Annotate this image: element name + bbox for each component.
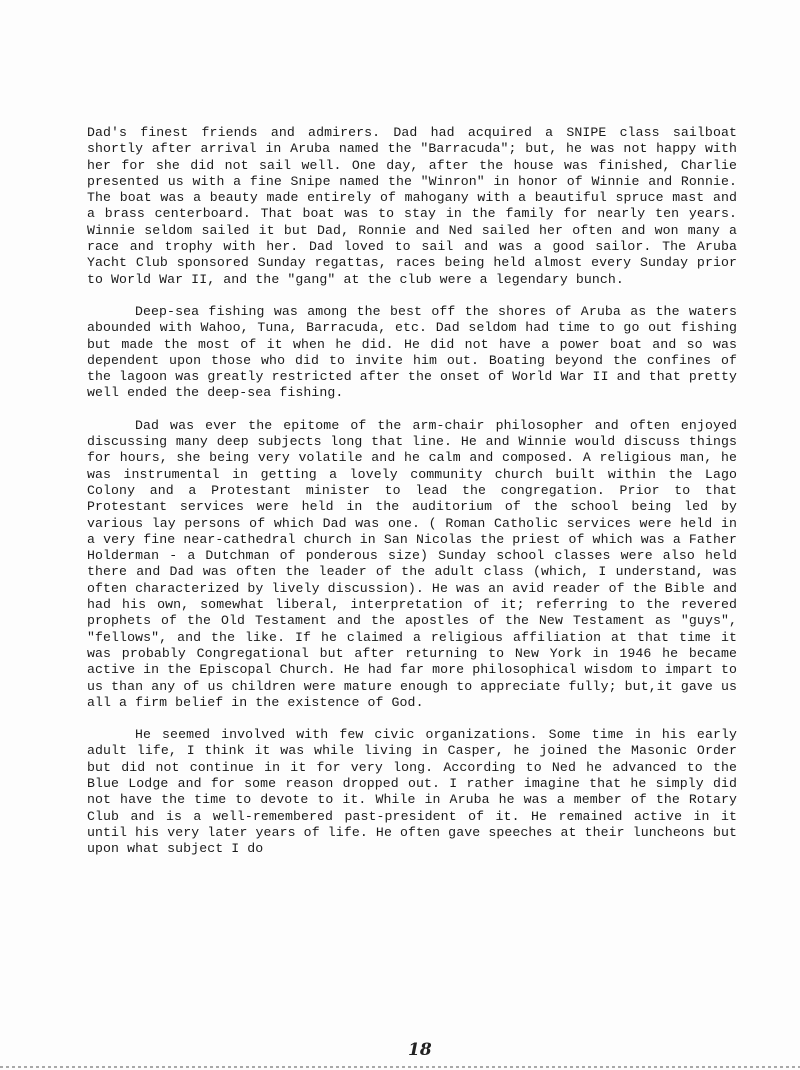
page-bottom-rule (0, 1066, 800, 1068)
paragraph-civic: He seemed involved with few civic organizations. Some time in his early adult life, I think it was while living in Casper, he joined the Masonic Order but did not continue in it for very long. According to Ned he advanced to the Blue Lodge and for some reason dropped out. I rather imagine that he simply did not have the time to devote to it. While in Aruba he was a member of the Rotary Club and is a well-remembered past-president of it. He remained active in it until his very later years of life. He often gave speeches at their luncheons but upon what subject I do (87, 727, 737, 857)
paragraph-fishing: Deep-sea fishing was among the best off the shores of Aruba as the waters abounded with Wahoo, Tuna, Barracuda, etc. Dad seldom had time to go out fishing but made the most of it when he did. He did not have a power boat and so was dependent upon those who did to invite him out. Boating beyond the confines of the lagoon was greatly restricted after the onset of World War II and that pretty well ended the deep-sea fishing. (87, 303, 737, 401)
paragraph-philosophy: Dad was ever the epitome of the arm-chair philosopher and often enjoyed discussing many deep subjects long that line. He and Winnie would discuss things for hours, she being very volatile and he calm and composed. A religious man, he was instrumental in getting a lovely community church built within the Lago Colony and a Protestant minister to lead the congregation. Prior to that Protestant services were held in the auditorium of the school being led by various lay persons of which Dad was one. ( Roman Catholic services were held in a very fine near-cathedral church in San Nicolas the priest of which was a Father Holderman - a Dutchman of ponderous size) Sunday school classes were also held there and Dad was often the leader of the adult class (which, I understand, was often characterized by lively discussion). He was an avid reader of the Bible and had his own, somewhat liberal, interpretation of it; referring to the revered prophets of the Old Testament and the apostles of the New Testament as "guys", "fellows", and the like. If he claimed a religious affiliation at that time it was probably Congregational but after returning to New York in 1946 he became active in the Episcopal Church. He had far more philosophical wisdom to impart to us than any of us children were mature enough to appreciate fully; but,it gave us all a firm belief in the existence of God. (87, 417, 737, 710)
paragraph-sailing: Dad's finest friends and admirers. Dad had acquired a SNIPE class sailboat shortly after arrival in Aruba named the "Barracuda"; but, he was not happy with her for she did not sail well. One day, after the house was finished, Charlie presented us with a fine Snipe named the "Winron" in honor of Winnie and Ronnie. The boat was a beauty made entirely of mahogany with a beautiful spruce mast and a brass centerboard. That boat was to stay in the family for nearly ten years. Winnie seldom sailed it but Dad, Ronnie and Ned sailed her often and won many a race and trophy with her. Dad loved to sail and was a good sailor. The Aruba Yacht Club sponsored Sunday regattas, races being held almost every Sunday prior to World War II, and the "gang" at the club were a legendary bunch. (87, 125, 737, 287)
body-text (87, 125, 737, 873)
page-number: 18 (408, 1040, 432, 1060)
